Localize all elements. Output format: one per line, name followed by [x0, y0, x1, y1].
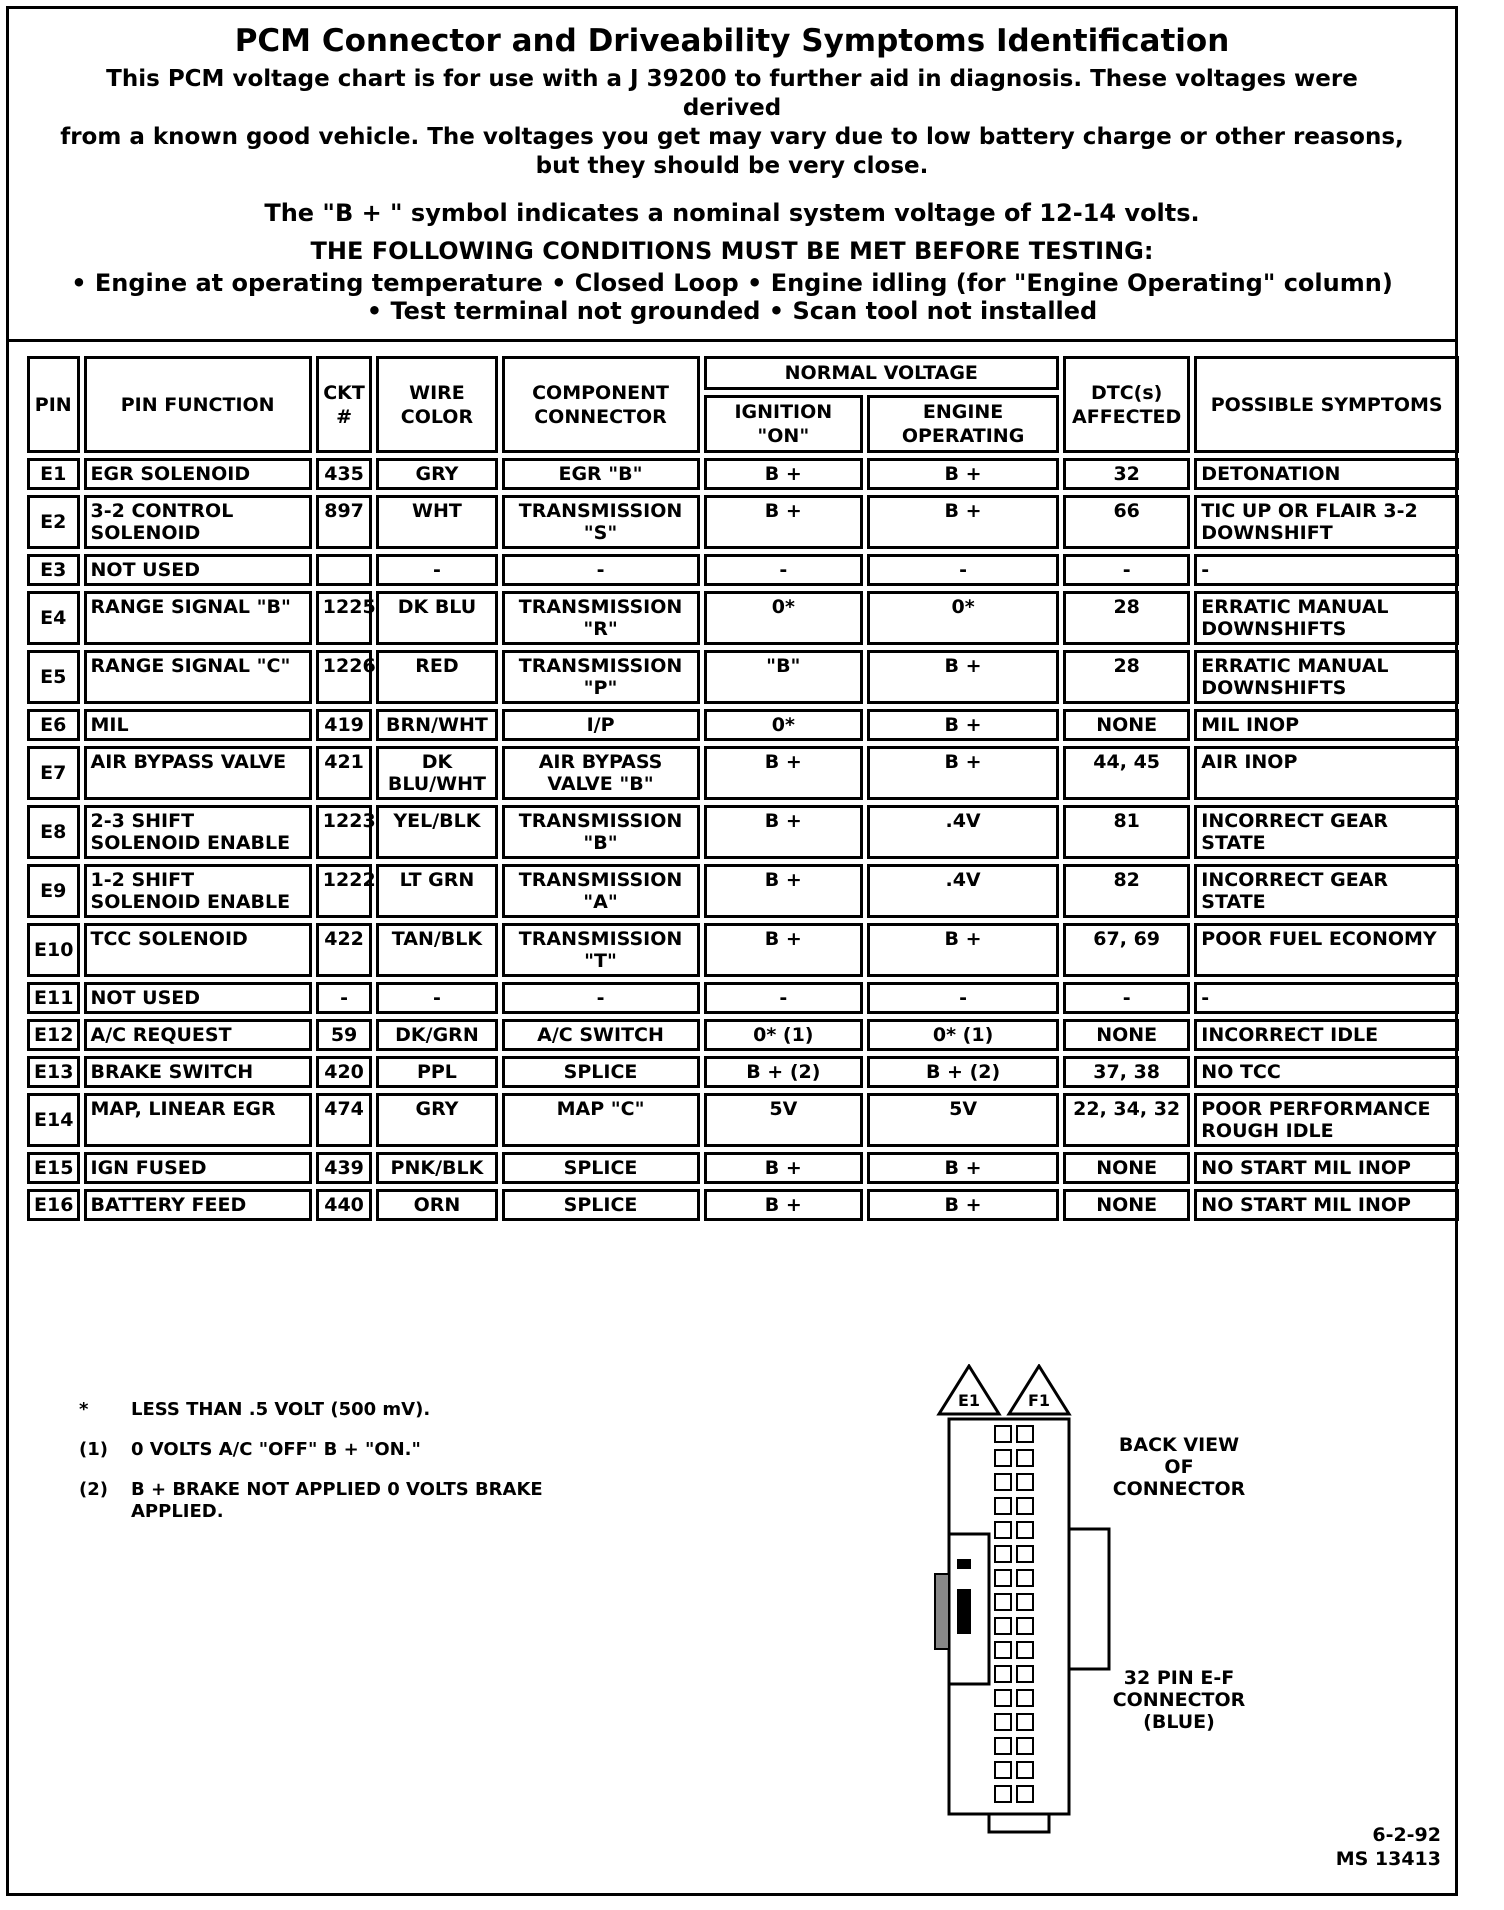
- cell-ckt: 422: [316, 923, 373, 977]
- cell-wire: LT GRN: [376, 864, 497, 918]
- header-symptoms: POSSIBLE SYMPTOMS: [1194, 356, 1459, 453]
- cell-component: I/P: [502, 709, 700, 741]
- cell-function: EGR SOLENOID: [84, 458, 312, 490]
- table-row: [27, 709, 1459, 741]
- cell-pin: E12: [27, 1019, 80, 1051]
- pin-cavity: [995, 1522, 1011, 1538]
- pin-cavity: [1017, 1618, 1033, 1634]
- pin-cavity: [995, 1690, 1011, 1706]
- cell-pin: E3: [27, 554, 80, 586]
- cell-component: TRANSMISSION "B": [502, 805, 700, 859]
- cell-dtc: 44, 45: [1063, 746, 1190, 800]
- cell-function: IGN FUSED: [84, 1152, 312, 1184]
- table-row: [27, 1093, 1459, 1147]
- cell-wire: GRY: [376, 458, 497, 490]
- cell-component: -: [502, 554, 700, 586]
- cell-symptoms: NO START MIL INOP: [1194, 1152, 1459, 1184]
- cell-ckt: 1226: [316, 650, 373, 704]
- footnotes: [79, 1399, 611, 1541]
- cell-ignition: "B": [704, 650, 864, 704]
- cell-pin: E14: [27, 1093, 80, 1147]
- cell-wire: BRN/WHT: [376, 709, 497, 741]
- pin-cavity: [1017, 1546, 1033, 1562]
- cell-pin: E1: [27, 458, 80, 490]
- document-sheet: [6, 6, 1458, 1896]
- table-row: [27, 746, 1459, 800]
- cell-ignition: B +: [704, 458, 864, 490]
- pin-cavity: [995, 1450, 1011, 1466]
- conditions-list: [9, 269, 1455, 325]
- conditions-title: THE FOLLOWING CONDITIONS MUST BE MET BEFORE TESTING:: [310, 237, 1154, 265]
- pin-cavity: [1017, 1738, 1033, 1754]
- table-row: [27, 458, 1459, 490]
- cell-wire: WHT: [376, 495, 497, 549]
- cell-component: TRANSMISSION "R": [502, 591, 700, 645]
- cell-wire: DK BLU/WHT: [376, 746, 497, 800]
- connector-diagram: [929, 1364, 1249, 1834]
- pin-cavity: [1017, 1714, 1033, 1730]
- cell-symptoms: NO START MIL INOP: [1194, 1189, 1459, 1221]
- cell-wire: -: [376, 554, 497, 586]
- cell-symptoms: DETONATION: [1194, 458, 1459, 490]
- cell-component: TRANSMISSION "S": [502, 495, 700, 549]
- cell-dtc: NONE: [1063, 709, 1190, 741]
- cell-symptoms: AIR INOP: [1194, 746, 1459, 800]
- cell-ignition: 5V: [704, 1093, 864, 1147]
- cell-wire: YEL/BLK: [376, 805, 497, 859]
- table-row: [27, 923, 1459, 977]
- bplus-note: The "B + " symbol indicates a nominal system voltage of 12-14 volts.: [264, 199, 1200, 227]
- header-ignition: IGNITION "ON": [704, 395, 864, 453]
- pin-cavity: [995, 1618, 1011, 1634]
- footnote: [79, 1399, 611, 1421]
- cell-engine: 5V: [867, 1093, 1059, 1147]
- footnote: [79, 1479, 611, 1523]
- cell-pin: E4: [27, 591, 80, 645]
- latch-mark: [957, 1589, 971, 1634]
- pin-cavity: [995, 1498, 1011, 1514]
- cell-engine: B +: [867, 1152, 1059, 1184]
- intro-line-1: This PCM voltage chart is for use with a J 39200 to further aid in diagnosis. These voltages were derived: [106, 66, 1358, 121]
- cell-pin: E11: [27, 982, 80, 1014]
- pin-cavity: [1017, 1474, 1033, 1490]
- cell-function: 2-3 SHIFT SOLENOID ENABLE: [84, 805, 312, 859]
- pin-cavity: [995, 1594, 1011, 1610]
- cell-symptoms: MIL INOP: [1194, 709, 1459, 741]
- conditions-line-2: • Test terminal not grounded • Scan tool not installed: [366, 297, 1098, 325]
- header-wire: WIRE COLOR: [376, 356, 497, 453]
- header-engine: ENGINE OPERATING: [867, 395, 1059, 453]
- footnote-mark: (1): [79, 1439, 108, 1460]
- connector-base: [989, 1814, 1049, 1832]
- cell-symptoms: NO TCC: [1194, 1056, 1459, 1088]
- cell-symptoms: INCORRECT IDLE: [1194, 1019, 1459, 1051]
- cell-dtc: 22, 34, 32: [1063, 1093, 1190, 1147]
- footnote-text: LESS THAN .5 VOLT (500 mV).: [131, 1399, 431, 1420]
- cell-symptoms: INCORRECT GEAR STATE: [1194, 864, 1459, 918]
- page-title: PCM Connector and Driveability Symptoms Identification: [234, 23, 1230, 59]
- cell-function: NOT USED: [84, 982, 312, 1014]
- cell-dtc: NONE: [1063, 1152, 1190, 1184]
- pin-cavity: [1017, 1498, 1033, 1514]
- pin-cavity: [1017, 1666, 1033, 1682]
- cell-wire: ORN: [376, 1189, 497, 1221]
- cell-engine: B +: [867, 650, 1059, 704]
- cell-pin: E2: [27, 495, 80, 549]
- cell-engine: .4V: [867, 864, 1059, 918]
- table-row: [27, 805, 1459, 859]
- cell-engine: -: [867, 554, 1059, 586]
- cell-dtc: 82: [1063, 864, 1190, 918]
- cell-symptoms: -: [1194, 554, 1459, 586]
- cell-ignition: B +: [704, 746, 864, 800]
- cell-wire: DK BLU: [376, 591, 497, 645]
- e1-marker-label: E1: [957, 1391, 981, 1410]
- cell-function: MIL: [84, 709, 312, 741]
- cell-ignition: 0*: [704, 709, 864, 741]
- cell-pin: E7: [27, 746, 80, 800]
- pin-cavity: [995, 1666, 1011, 1682]
- cell-ignition: 0*: [704, 591, 864, 645]
- table-row: [27, 982, 1459, 1014]
- connector-label: 32 PIN E-F CONNECTOR (BLUE): [1112, 1667, 1246, 1733]
- cell-symptoms: -: [1194, 982, 1459, 1014]
- cell-function: BRAKE SWITCH: [84, 1056, 312, 1088]
- cell-function: AIR BYPASS VALVE: [84, 746, 312, 800]
- pin-cavity: [995, 1426, 1011, 1442]
- cell-wire: PPL: [376, 1056, 497, 1088]
- cell-function: RANGE SIGNAL "B": [84, 591, 312, 645]
- cell-wire: DK/GRN: [376, 1019, 497, 1051]
- cell-component: TRANSMISSION "A": [502, 864, 700, 918]
- pin-cavity: [1017, 1762, 1033, 1778]
- cell-pin: E6: [27, 709, 80, 741]
- cell-function: BATTERY FEED: [84, 1189, 312, 1221]
- connector-side-cover: [1069, 1529, 1109, 1669]
- cell-ckt: 435: [316, 458, 373, 490]
- cell-dtc: NONE: [1063, 1019, 1190, 1051]
- cell-dtc: 66: [1063, 495, 1190, 549]
- cell-ckt: [316, 554, 373, 586]
- cell-ignition: B +: [704, 1152, 864, 1184]
- cell-wire: RED: [376, 650, 497, 704]
- latch-mark: [957, 1559, 971, 1569]
- footnote-text: B + BRAKE NOT APPLIED 0 VOLTS BRAKE APPLIED.: [131, 1479, 543, 1522]
- cell-symptoms: POOR PERFORMANCE ROUGH IDLE: [1194, 1093, 1459, 1147]
- cell-pin: E9: [27, 864, 80, 918]
- cell-pin: E8: [27, 805, 80, 859]
- cell-engine: B + (2): [867, 1056, 1059, 1088]
- cell-symptoms: ERRATIC MANUAL DOWNSHIFTS: [1194, 591, 1459, 645]
- cell-symptoms: ERRATIC MANUAL DOWNSHIFTS: [1194, 650, 1459, 704]
- cell-component: MAP "C": [502, 1093, 700, 1147]
- cell-dtc: 28: [1063, 650, 1190, 704]
- cell-dtc: 81: [1063, 805, 1190, 859]
- table-row: [27, 1152, 1459, 1184]
- header-function: PIN FUNCTION: [84, 356, 312, 453]
- table-row: [27, 650, 1459, 704]
- footnote-mark: *: [79, 1399, 89, 1420]
- cell-ignition: B +: [704, 495, 864, 549]
- pin-cavity: [995, 1738, 1011, 1754]
- header-divider: [9, 339, 1455, 342]
- cell-pin: E16: [27, 1189, 80, 1221]
- cell-ckt: 59: [316, 1019, 373, 1051]
- cell-ignition: 0* (1): [704, 1019, 864, 1051]
- cell-ignition: B + (2): [704, 1056, 864, 1088]
- document-date: 6-2-92: [1372, 1824, 1441, 1846]
- back-view-label: BACK VIEW OF CONNECTOR: [1112, 1434, 1246, 1500]
- cell-function: A/C REQUEST: [84, 1019, 312, 1051]
- pin-table: [23, 351, 1463, 1226]
- cell-dtc: -: [1063, 982, 1190, 1014]
- document-header: [9, 9, 1455, 339]
- pin-cavity: [995, 1570, 1011, 1586]
- cell-component: A/C SWITCH: [502, 1019, 700, 1051]
- cell-symptoms: POOR FUEL ECONOMY: [1194, 923, 1459, 977]
- document-id: MS 13413: [1335, 1848, 1441, 1870]
- cell-engine: 0* (1): [867, 1019, 1059, 1051]
- cell-component: EGR "B": [502, 458, 700, 490]
- table-row: [27, 591, 1459, 645]
- footnote: [79, 1439, 611, 1461]
- cell-ignition: B +: [704, 1189, 864, 1221]
- cell-function: MAP, LINEAR EGR: [84, 1093, 312, 1147]
- cell-symptoms: TIC UP OR FLAIR 3-2 DOWNSHIFT: [1194, 495, 1459, 549]
- pin-cavity: [995, 1762, 1011, 1778]
- pin-table-body: [27, 458, 1459, 1221]
- cell-ckt: 1223: [316, 805, 373, 859]
- header-ckt: CKT #: [316, 356, 373, 453]
- f1-marker-label: F1: [1027, 1391, 1051, 1410]
- header-normal-voltage: NORMAL VOLTAGE: [704, 356, 1060, 390]
- cell-ckt: 474: [316, 1093, 373, 1147]
- cell-ckt: 419: [316, 709, 373, 741]
- pin-cavity: [995, 1714, 1011, 1730]
- header-component: COMPONENT CONNECTOR: [502, 356, 700, 453]
- pin-cavity: [1017, 1786, 1033, 1802]
- cell-pin: E10: [27, 923, 80, 977]
- cell-ckt: 421: [316, 746, 373, 800]
- conditions-line-1: • Engine at operating temperature • Closed Loop • Engine idling (for "Engine Operating" column): [71, 269, 1393, 297]
- cell-dtc: -: [1063, 554, 1190, 586]
- cell-component: TRANSMISSION "T": [502, 923, 700, 977]
- cell-component: -: [502, 982, 700, 1014]
- cell-engine: B +: [867, 495, 1059, 549]
- cell-engine: B +: [867, 746, 1059, 800]
- cell-ignition: B +: [704, 923, 864, 977]
- footnote-mark: (2): [79, 1479, 108, 1500]
- cell-ckt: 439: [316, 1152, 373, 1184]
- cell-engine: -: [867, 982, 1059, 1014]
- cell-ckt: 1222: [316, 864, 373, 918]
- cell-dtc: 37, 38: [1063, 1056, 1190, 1088]
- header-pin: PIN: [27, 356, 80, 453]
- cell-ignition: -: [704, 554, 864, 586]
- cell-wire: PNK/BLK: [376, 1152, 497, 1184]
- cell-component: SPLICE: [502, 1189, 700, 1221]
- pin-cavity: [995, 1474, 1011, 1490]
- cell-component: TRANSMISSION "P": [502, 650, 700, 704]
- cell-dtc: NONE: [1063, 1189, 1190, 1221]
- cell-engine: B +: [867, 458, 1059, 490]
- table-row: [27, 864, 1459, 918]
- cell-ckt: 1225: [316, 591, 373, 645]
- cell-function: 1-2 SHIFT SOLENOID ENABLE: [84, 864, 312, 918]
- cell-pin: E15: [27, 1152, 80, 1184]
- cell-wire: -: [376, 982, 497, 1014]
- pin-cavity: [1017, 1642, 1033, 1658]
- cell-engine: B +: [867, 1189, 1059, 1221]
- table-row: [27, 554, 1459, 586]
- cell-function: NOT USED: [84, 554, 312, 586]
- document-stamp: [1336, 1823, 1441, 1871]
- cell-ckt: 420: [316, 1056, 373, 1088]
- cell-dtc: 32: [1063, 458, 1190, 490]
- pin-cavity: [995, 1546, 1011, 1562]
- pin-cavity: [1017, 1522, 1033, 1538]
- cell-function: TCC SOLENOID: [84, 923, 312, 977]
- pin-cavity: [1017, 1570, 1033, 1586]
- cell-ckt: 897: [316, 495, 373, 549]
- intro-line-2: from a known good vehicle. The voltages you get may vary due to low battery charge or other reasons,: [60, 124, 1404, 150]
- connector-lock-tab: [935, 1574, 949, 1649]
- cell-function: RANGE SIGNAL "C": [84, 650, 312, 704]
- pin-cavity: [995, 1642, 1011, 1658]
- cell-component: AIR BYPASS VALVE "B": [502, 746, 700, 800]
- pin-cavity: [995, 1786, 1011, 1802]
- cell-pin: E13: [27, 1056, 80, 1088]
- table-row: [27, 1019, 1459, 1051]
- cell-ignition: -: [704, 982, 864, 1014]
- cell-function: 3-2 CONTROL SOLENOID: [84, 495, 312, 549]
- cell-dtc: 67, 69: [1063, 923, 1190, 977]
- table-row: [27, 1189, 1459, 1221]
- intro-line-3: but they should be very close.: [535, 153, 929, 179]
- cell-ignition: B +: [704, 805, 864, 859]
- cell-ckt: -: [316, 982, 373, 1014]
- cell-ckt: 440: [316, 1189, 373, 1221]
- intro-text: [59, 65, 1405, 181]
- cell-engine: .4V: [867, 805, 1059, 859]
- cell-ignition: B +: [704, 864, 864, 918]
- cell-symptoms: INCORRECT GEAR STATE: [1194, 805, 1459, 859]
- table-row: [27, 1056, 1459, 1088]
- table-row: [27, 495, 1459, 549]
- pin-cavity: [1017, 1594, 1033, 1610]
- pin-cavity: [1017, 1450, 1033, 1466]
- cell-component: SPLICE: [502, 1056, 700, 1088]
- cell-engine: B +: [867, 709, 1059, 741]
- cell-dtc: 28: [1063, 591, 1190, 645]
- header-dtc: DTC(s) AFFECTED: [1063, 356, 1190, 453]
- cell-engine: B +: [867, 923, 1059, 977]
- cell-pin: E5: [27, 650, 80, 704]
- footnote-text: 0 VOLTS A/C "OFF" B + "ON.": [131, 1439, 421, 1460]
- pin-cavity: [1017, 1426, 1033, 1442]
- pin-cavity: [1017, 1690, 1033, 1706]
- cell-wire: TAN/BLK: [376, 923, 497, 977]
- cell-wire: GRY: [376, 1093, 497, 1147]
- cell-component: SPLICE: [502, 1152, 700, 1184]
- cell-engine: 0*: [867, 591, 1059, 645]
